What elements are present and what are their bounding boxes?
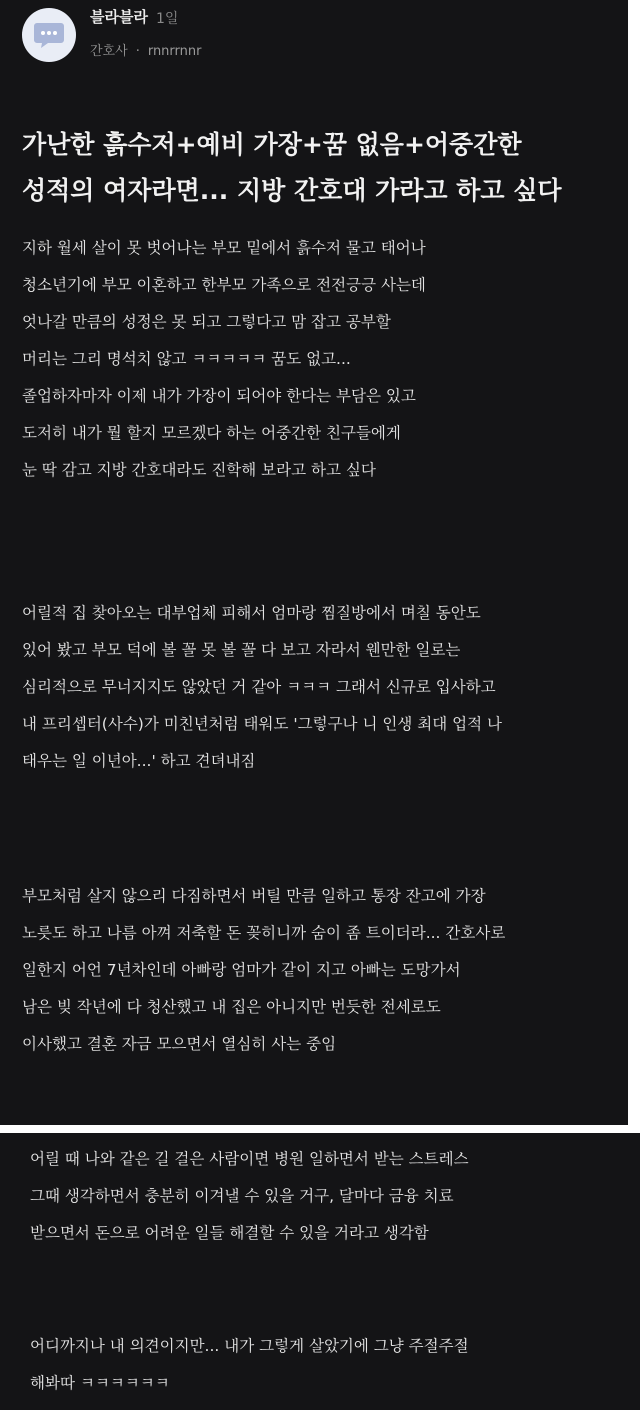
body-line: 내 프리셉터(사수)가 미친년처럼 태워도 '그렇구나 니 인생 최대 업적 나 — [22, 715, 502, 733]
body-line: 남은 빚 작년에 다 청산했고 내 집은 아니지만 번듯한 전세로도 — [22, 998, 441, 1016]
post-panel-continued — [0, 1133, 640, 1410]
title-line: 성적의 여자라면... 지방 간호대 가라고 하고 싶다 — [22, 176, 562, 205]
body-line: 심리적으로 무너지지도 않았던 거 같아 ㅋㅋㅋ 그래서 신규로 입사하고 — [22, 678, 496, 696]
avatar[interactable] — [22, 8, 76, 62]
body-line: 머리는 그리 명석치 않고 ㅋㅋㅋㅋㅋ 꿈도 없고... — [22, 350, 351, 368]
body-line: 있어 봤고 부모 덕에 볼 꼴 못 볼 꼴 다 보고 자라서 웬만한 일로는 — [22, 641, 461, 659]
body-line: 어디까지나 내 의견이지만... 내가 그렇게 살았기에 그냥 주절주절 — [30, 1337, 469, 1355]
body-line: 어릴적 집 찾아오는 대부업체 피해서 엄마랑 찜질방에서 며칠 동안도 — [22, 604, 481, 622]
chat-bubble-icon — [32, 20, 66, 50]
post-age: 1일 — [156, 11, 179, 27]
body-line: 눈 딱 감고 지방 간호대라도 진학해 보라고 하고 싶다 — [22, 461, 376, 479]
body-line: 청소년기에 부모 이혼하고 한부모 가족으로 전전긍긍 사는데 — [22, 276, 426, 294]
body-line: 졸업하자마자 이제 내가 가장이 되어야 한다는 부담은 있고 — [22, 387, 416, 405]
paragraph-4 — [30, 1141, 634, 1252]
post-title — [22, 122, 622, 214]
author-company: rnnrrnnr — [147, 44, 202, 59]
paragraph-2 — [22, 595, 628, 780]
body-line: 해봐따 ㅋㅋㅋㅋㅋㅋ — [30, 1374, 170, 1392]
paragraph-5 — [30, 1328, 634, 1402]
author-name[interactable]: 블라블라 — [90, 8, 148, 26]
body-line: 어릴 때 나와 같은 길 걸은 사람이면 병원 일하면서 받는 스트레스 — [30, 1150, 469, 1168]
author-meta — [90, 40, 201, 59]
separator-dot: · — [135, 44, 140, 59]
body-line: 그때 생각하면서 충분히 이겨낼 수 있을 거구, 달마다 금융 치료 — [30, 1187, 454, 1205]
body-line: 노릇도 하고 나름 아껴 저축할 돈 꽂히니까 숨이 좀 트이더라... 간호사로 — [22, 924, 506, 942]
body-line: 일한지 어언 7년차인데 아빠랑 엄마가 같이 지고 아빠는 도망가서 — [22, 961, 461, 979]
body-line: 엇나갈 만큼의 성정은 못 되고 그렇다고 맘 잡고 공부할 — [22, 313, 391, 331]
body-line: 태우는 일 이년아...' 하고 견뎌내짐 — [22, 752, 256, 770]
body-line: 이사했고 결혼 자금 모으면서 열심히 사는 중임 — [22, 1035, 337, 1053]
body-line: 받으면서 돈으로 어려운 일들 해결할 수 있을 거라고 생각함 — [30, 1224, 429, 1242]
paragraph-3 — [22, 878, 628, 1063]
body-line: 부모처럼 살지 않으리 다짐하면서 버틸 만큼 일하고 통장 잔고에 가장 — [22, 887, 486, 905]
author-job: 간호사 — [90, 44, 128, 59]
title-line: 가난한 흙수저+예비 가장+꿈 없음+어중간한 — [22, 130, 522, 159]
body-line: 도저히 내가 뭘 할지 모르겠다 하는 어중간한 친구들에게 — [22, 424, 401, 442]
body-line: 지하 월세 살이 못 벗어나는 부모 밑에서 흙수저 물고 태어나 — [22, 239, 426, 257]
paragraph-1 — [22, 230, 628, 489]
